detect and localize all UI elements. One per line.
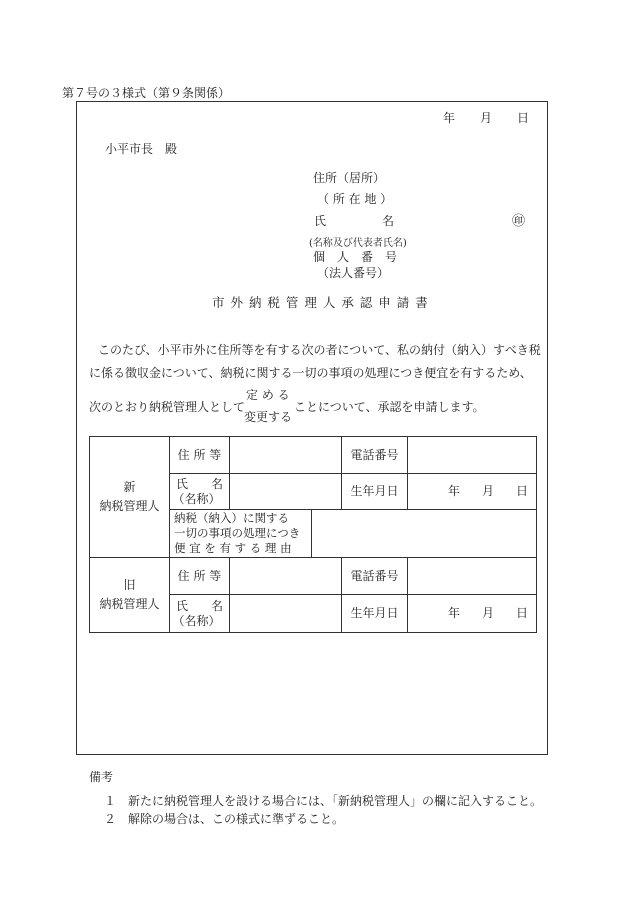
applicant-location-label: （ 所 在 地 ） [317,192,393,206]
date-line [443,109,529,126]
name-char-2: 名 [381,214,394,228]
old-birth-label [342,595,408,633]
old-name-char-2: 名 [210,598,223,613]
old-birth-day: 日 [515,606,528,620]
new-birth-field[interactable] [408,474,537,510]
new-birth-label-text: 生年月日 [350,484,399,498]
manager-table [89,436,537,633]
seal-mark: ㊞ [512,214,526,229]
date-day: 日 [517,111,530,125]
new-label-2: 納税管理人 [99,499,160,513]
note-item-2-num: ２ [104,812,117,826]
old-label-1: 旧 [123,578,136,592]
new-name-field[interactable] [230,474,342,510]
name-char-1: 氏 [314,214,327,228]
new-manager-header [90,437,170,558]
new-phone-label [342,437,408,474]
old-birth-year: 年 [448,606,461,620]
new-name-kana: （名称） [172,491,221,506]
applicant-name-note: (名称及び代表者氏名) [309,238,407,249]
new-name-char-2: 名 [210,476,223,491]
old-name-char-1: 氏 [176,598,189,613]
note-item-1 [104,792,542,809]
reason-line-3: 便 宜 を 有 す る 理 由 [174,541,292,555]
old-name-field[interactable] [230,595,342,633]
option-change: 変更する [244,410,293,424]
applicant-name-label [314,212,394,229]
document-title: 市 外 納 税 管 理 人 承 認 申 請 書 [212,295,429,310]
note-item-1-num: １ [104,794,117,808]
body-line-2: に係る徴収金について、納税に関する一切の事項の処理につき便宜を有するため、 [89,366,532,380]
date-month: 月 [480,111,493,125]
new-phone-label-text: 電話番号 [350,447,399,462]
addressee: 小平市長 殿 [105,142,178,156]
body-line-1: このたび、小平市外に住所等を有する次の者について、私の納付（納入）すべき税 [98,343,541,357]
new-birth-label [342,474,408,510]
reason-field[interactable] [312,510,537,558]
old-phone-field[interactable] [408,558,537,595]
new-birth-month: 月 [481,484,494,498]
old-name-label [170,595,230,633]
old-birth-month: 月 [481,606,494,620]
new-address-label [170,437,230,474]
individual-number-label: 個 人 番 号 [313,250,398,264]
new-birth-year: 年 [448,484,461,498]
new-address-label-text: 住 所 等 [177,447,222,462]
old-address-label [170,558,230,595]
reason-label [170,510,312,558]
reason-line-2: 一切の事項の処理につき [174,526,301,540]
applicant-address-label: 住所（居所） [313,171,386,185]
old-name-kana: （名称） [172,613,221,628]
corporate-number-label: （法人番号） [317,266,390,280]
option-define: 定 め る [246,388,290,402]
note-item-2-text: 解除の場合は、この様式に準ずること。 [128,812,345,826]
old-address-label-text: 住 所 等 [177,568,222,583]
notes-heading: 備考 [89,770,114,784]
new-name-char-1: 氏 [176,476,189,491]
form-frame [76,101,548,755]
body-line-3-post: ことについて、承認を申請します。 [294,400,485,414]
old-birth-field[interactable] [408,595,537,633]
old-manager-header [90,558,170,633]
reason-line-1: 納税（納入）に関する [174,511,289,525]
new-phone-field[interactable] [408,437,537,474]
old-label-2: 納税管理人 [99,597,160,611]
new-birth-day: 日 [515,484,528,498]
form-number: 第７号の３様式（第９条関係） [62,86,231,100]
new-name-label [170,474,230,510]
old-phone-label [342,558,408,595]
new-address-field[interactable] [230,437,342,474]
old-birth-label-text: 生年月日 [350,606,399,620]
new-label-1: 新 [123,480,136,494]
old-phone-label-text: 電話番号 [350,568,399,583]
old-address-field[interactable] [230,558,342,595]
body-line-3-pre: 次のとおり納税管理人として [89,400,246,414]
note-item-2 [104,810,344,827]
note-item-1-text: 新たに納税管理人を設ける場合には、「新納税管理人」の欄に記入すること。 [128,794,543,808]
date-year: 年 [443,111,456,125]
